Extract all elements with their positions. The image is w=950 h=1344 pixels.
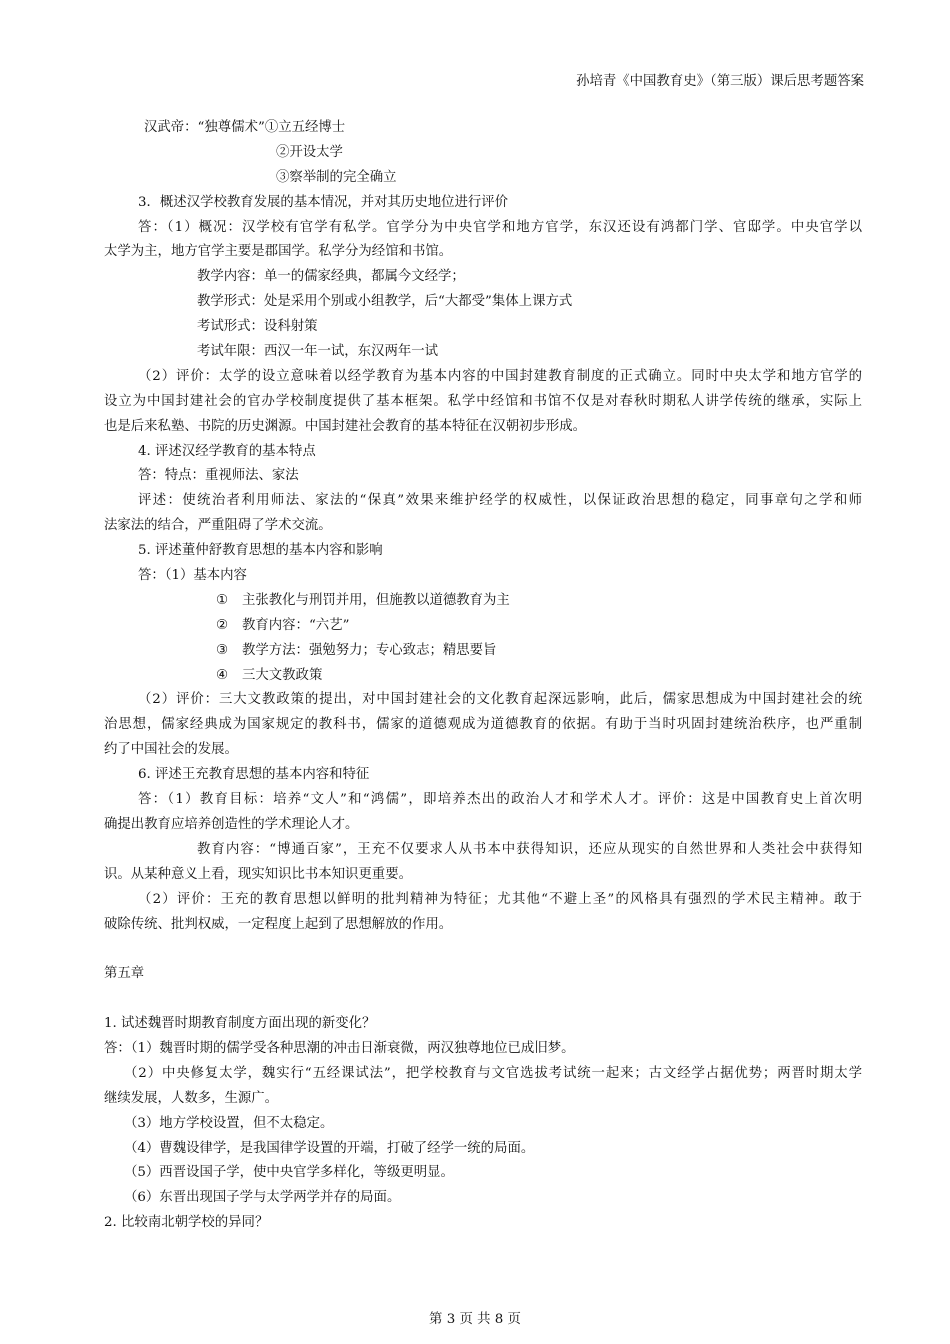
line-text: 评述：使统治者利用师法、家法的“保真”效果来维护经学的权威性，以保证政治思想的稳定，同事章句之学和师 (138, 493, 862, 509)
text-line (104, 489, 862, 514)
text-line (104, 813, 862, 838)
line-text: 答：（1）魏晋时期的儒学受各种思潮的冲击日渐衰微，两汉独尊地位已成旧梦。 (104, 1040, 575, 1056)
list-item (104, 614, 862, 639)
text-line (104, 1087, 862, 1112)
text-line (104, 1112, 862, 1137)
line-text: 识。从某种意义上看，现实知识比书本知识更重要。 (104, 866, 412, 882)
line-text: 破除传统、批判权威，一定程度上起到了思想解放的作用。 (104, 916, 453, 932)
list-item (104, 589, 862, 614)
page-footer: 第 3 页 共 8 页 (429, 1312, 521, 1327)
text-line (104, 216, 862, 241)
text-line (104, 415, 862, 440)
line-text: （2）评价：太学的设立意味着以经学教育为基本内容的中国封建教育制度的正式确立。同时中央太学和地方官学的 (138, 368, 862, 384)
text-line (104, 962, 862, 987)
text-line (104, 738, 862, 763)
line-text: 教学内容：单一的儒家经典，都属今文经学； (197, 269, 465, 285)
line-text: （2）评价：三大文教政策的提出，对中国封建社会的文化教育起深远影响，此后，儒家思想成为中国封建社会的统 (138, 692, 862, 708)
line-text: 设立为中国封建社会的官办学校制度提供了基本框架。私学中经馆和书馆不仅是对春秋时期私人讲学传统的继承，实际上 (104, 393, 862, 409)
line-text: 太学为主，地方官学主要是郡国学。私学分为经馆和书馆。 (104, 244, 453, 260)
list-number: ① (216, 592, 229, 608)
line-text: 考试年限：西汉一年一试，东汉两年一试 (197, 344, 439, 360)
text-line (104, 390, 862, 415)
text-line (104, 116, 862, 141)
text-line (104, 1037, 862, 1062)
text-line (104, 1012, 862, 1037)
text-line (104, 838, 862, 863)
text-line (104, 315, 862, 340)
text-line (104, 1137, 862, 1162)
text-line (104, 191, 862, 216)
line-text: 答：特点：重视师法、家法 (138, 468, 299, 484)
line-text: （3）地方学校设置，但不太稳定。 (124, 1115, 334, 1131)
line-text: 答：（1）概况：汉学校有官学有私学。官学分为中央官学和地方官学，东汉还设有鸿都门学、官邸学。中央官学以 (138, 219, 862, 235)
text-line (104, 564, 862, 589)
line-text: 确提出教育应培养创造性的学术理论人才。 (104, 816, 359, 832)
line-text: 教育内容：“博通百家”，王充不仅要求人从书本中获得知识，还应从现实的自然世界和人类社会中获得知 (197, 841, 862, 857)
blank-line (104, 987, 862, 1012)
blank-line (104, 937, 862, 962)
line-text: （2）中央修复太学，魏实行“五经课试法”，把学校教育与文官选拔考试统一起来；古文经学占据优势；两晋时期太学 (124, 1065, 862, 1081)
text-line (104, 365, 862, 390)
line-text: 约了中国社会的发展。 (104, 742, 238, 758)
line-text: ③察举制的完全确立 (276, 169, 397, 185)
text-line (104, 141, 862, 166)
line-text: 1. 试述魏晋时期教育制度方面出现的新变化？ (104, 1016, 376, 1032)
text-line (104, 713, 862, 738)
text-line (104, 464, 862, 489)
text-line (104, 166, 862, 191)
line-text: 也是后来私塾、书院的历史渊源。中国封建社会教育的基本特征在汉朝初步形成。 (104, 418, 587, 434)
list-item (104, 639, 862, 664)
text-line (104, 888, 862, 913)
line-text: 答：（1）教育目标：培养“文人”和“鸿儒”，即培养杰出的政治人才和学术人才。评价：这是中国教育史上首次明 (138, 792, 862, 808)
line-text: 4. 评述汉经学教育的基本特点 (138, 443, 316, 459)
line-text: （6）东晋出现国子学与太学两学并存的局面。 (124, 1190, 401, 1206)
line-text: （2）评价：王充的教育思想以鲜明的批判精神为特征；尤其他“不避上圣”的风格具有强烈的学术民主精神。敢于 (138, 891, 862, 907)
text-line (104, 290, 862, 315)
list-number: ② (216, 617, 229, 633)
line-text: 继续发展，人数多，生源广。 (104, 1090, 279, 1106)
line-text: 5. 评述董仲舒教育思想的基本内容和影响 (138, 543, 383, 559)
text-line (104, 1161, 862, 1186)
line-text: 答：（1）基本内容 (138, 568, 247, 584)
document-body (104, 116, 862, 1236)
text-line (104, 763, 862, 788)
line-text: 3．概述汉学校教育发展的基本情况，并对其历史地位进行评价 (138, 194, 509, 210)
text-line (104, 1186, 862, 1211)
text-line (104, 340, 862, 365)
line-text: ②开设太学 (276, 144, 343, 160)
line-text: 教学方法：强勉努力；专心致志；精思要旨 (242, 642, 497, 658)
line-text: 主张教化与刑罚并用，但施教以道德教育为主 (242, 592, 510, 608)
text-line (104, 240, 862, 265)
text-line (104, 440, 862, 465)
text-line (104, 913, 862, 938)
page-header: 孙培青《中国教育史》（第三版）课后思考题答案 (576, 74, 864, 89)
line-text: 治思想，儒家经典成为国家规定的教科书，儒家的道德观成为道德教育的依据。有助于当时巩固封建统治秩序，也严重制 (104, 717, 862, 733)
line-text: （5）西晋设国子学，使中央官学多样化，等级更明显。 (124, 1165, 454, 1181)
line-text: 教学形式：处是采用个别或小组教学，后“大都受”集体上课方式 (197, 294, 573, 310)
text-line (104, 265, 862, 290)
text-line (104, 514, 862, 539)
line-text: 法家法的结合，严重阻碍了学术交流。 (104, 518, 332, 534)
list-number: ④ (216, 667, 229, 683)
text-line (104, 1062, 862, 1087)
line-text: 三大文教政策 (242, 667, 323, 683)
text-line (104, 688, 862, 713)
text-line (104, 788, 862, 813)
list-number: ③ (216, 642, 229, 658)
list-item (104, 664, 862, 689)
line-text: （4）曹魏设律学，是我国律学设置的开端，打破了经学一统的局面。 (124, 1140, 535, 1156)
text-line (104, 863, 862, 888)
line-text: 汉武帝：“独尊儒术”①立五经博士 (144, 120, 346, 135)
text-line (104, 539, 862, 564)
line-text: 第五章 (104, 966, 145, 982)
text-line (104, 1211, 862, 1236)
line-text: 6. 评述王充教育思想的基本内容和特征 (138, 767, 370, 783)
line-text: 考试形式：设科射策 (197, 319, 318, 335)
line-text: 教育内容：“六艺” (242, 617, 350, 633)
line-text: 2. 比较南北朝学校的异同？ (104, 1215, 269, 1231)
